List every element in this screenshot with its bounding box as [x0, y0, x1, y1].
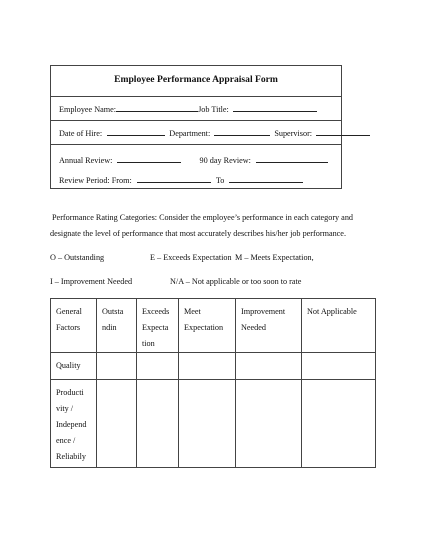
header-meets [179, 299, 236, 353]
review-period-from-line[interactable] [137, 175, 211, 183]
rating-intro-line: designate the level of performance that most accurately describes his/her job performance. [50, 229, 346, 238]
job-title-line[interactable] [233, 104, 317, 112]
rating-cell[interactable] [179, 380, 236, 468]
department-line[interactable] [214, 128, 270, 136]
divider [51, 144, 341, 145]
divider [51, 120, 341, 121]
factor-text: Independ [56, 420, 87, 429]
rating-cell[interactable] [302, 380, 376, 468]
header-text: tion [142, 339, 155, 348]
hire-dept-supervisor-row [59, 128, 370, 138]
job-title-label: Job Title: [198, 105, 229, 114]
factor-productivity [51, 380, 97, 468]
header-text: Improvement [241, 307, 286, 316]
header-not-applicable [302, 299, 376, 353]
rating-cell[interactable] [97, 380, 137, 468]
employee-info-box [50, 65, 342, 189]
table-row [51, 380, 376, 468]
header-text: Outsta [102, 307, 124, 316]
department-label: Department: [169, 129, 211, 138]
header-general-factors [51, 299, 97, 353]
rating-cell[interactable] [236, 380, 302, 468]
ninety-day-review-label: 90 day Review: [199, 156, 251, 165]
legend-na: N/A – Not applicable or too soon to rate [170, 277, 302, 286]
header-text: ndin [102, 323, 117, 332]
review-period-to-line[interactable] [229, 175, 303, 183]
factor-text: ence / [56, 436, 76, 445]
review-period-row [59, 175, 303, 185]
factor-text: Producti [56, 388, 84, 397]
annual-review-line[interactable] [117, 155, 181, 163]
header-exceeds [137, 299, 179, 353]
date-of-hire-label: Date of Hire: [59, 129, 103, 138]
supervisor-line[interactable] [316, 128, 370, 136]
header-text: Not Applicable [307, 307, 357, 316]
factor-quality [51, 353, 97, 380]
header-text: Meet [184, 307, 201, 316]
header-text: Needed [241, 323, 267, 332]
employee-name-line[interactable] [116, 104, 198, 112]
table-header-row [51, 299, 376, 353]
review-row [59, 155, 328, 165]
legend-improvement: I – Improvement Needed [50, 277, 133, 286]
table-row [51, 353, 376, 380]
factor-text: Quality [56, 361, 81, 370]
review-period-to-label: To [215, 176, 225, 185]
rating-cell[interactable] [179, 353, 236, 380]
annual-review-label: Annual Review: [59, 156, 113, 165]
header-text: Exceeds [142, 307, 170, 316]
header-text: General [56, 307, 82, 316]
divider [51, 96, 341, 97]
header-text: Factors [56, 323, 81, 332]
factor-text: Reliabily [56, 452, 87, 461]
form-title: Employee Performance Appraisal Form [114, 74, 278, 85]
legend-meets: M – Meets Expectation, [235, 253, 314, 262]
employee-name-field[interactable] [59, 104, 317, 114]
rating-cell[interactable] [137, 380, 179, 468]
legend-exceeds: E – Exceeds Expectation [150, 253, 232, 262]
rating-intro-line: Performance Rating Categories: Consider the employee’s performance in each category and [52, 213, 354, 222]
date-of-hire-line[interactable] [107, 128, 165, 136]
header-improvement [236, 299, 302, 353]
rating-cell[interactable] [302, 353, 376, 380]
rating-cell[interactable] [137, 353, 179, 380]
employee-name-label: Employee Name: [59, 105, 117, 114]
rating-cell[interactable] [236, 353, 302, 380]
rating-table [50, 298, 376, 468]
review-period-from-label: Review Period: From: [59, 176, 132, 185]
rating-cell[interactable] [97, 353, 137, 380]
factor-text: vity / [56, 404, 74, 413]
header-outstanding [97, 299, 137, 353]
supervisor-label: Supervisor: [274, 129, 313, 138]
rating-instructions [50, 210, 370, 242]
header-text: Expectation [184, 323, 224, 332]
ninety-day-review-line[interactable] [256, 155, 328, 163]
header-text: Expecta [142, 323, 169, 332]
legend-outstanding: O – Outstanding [50, 253, 105, 262]
